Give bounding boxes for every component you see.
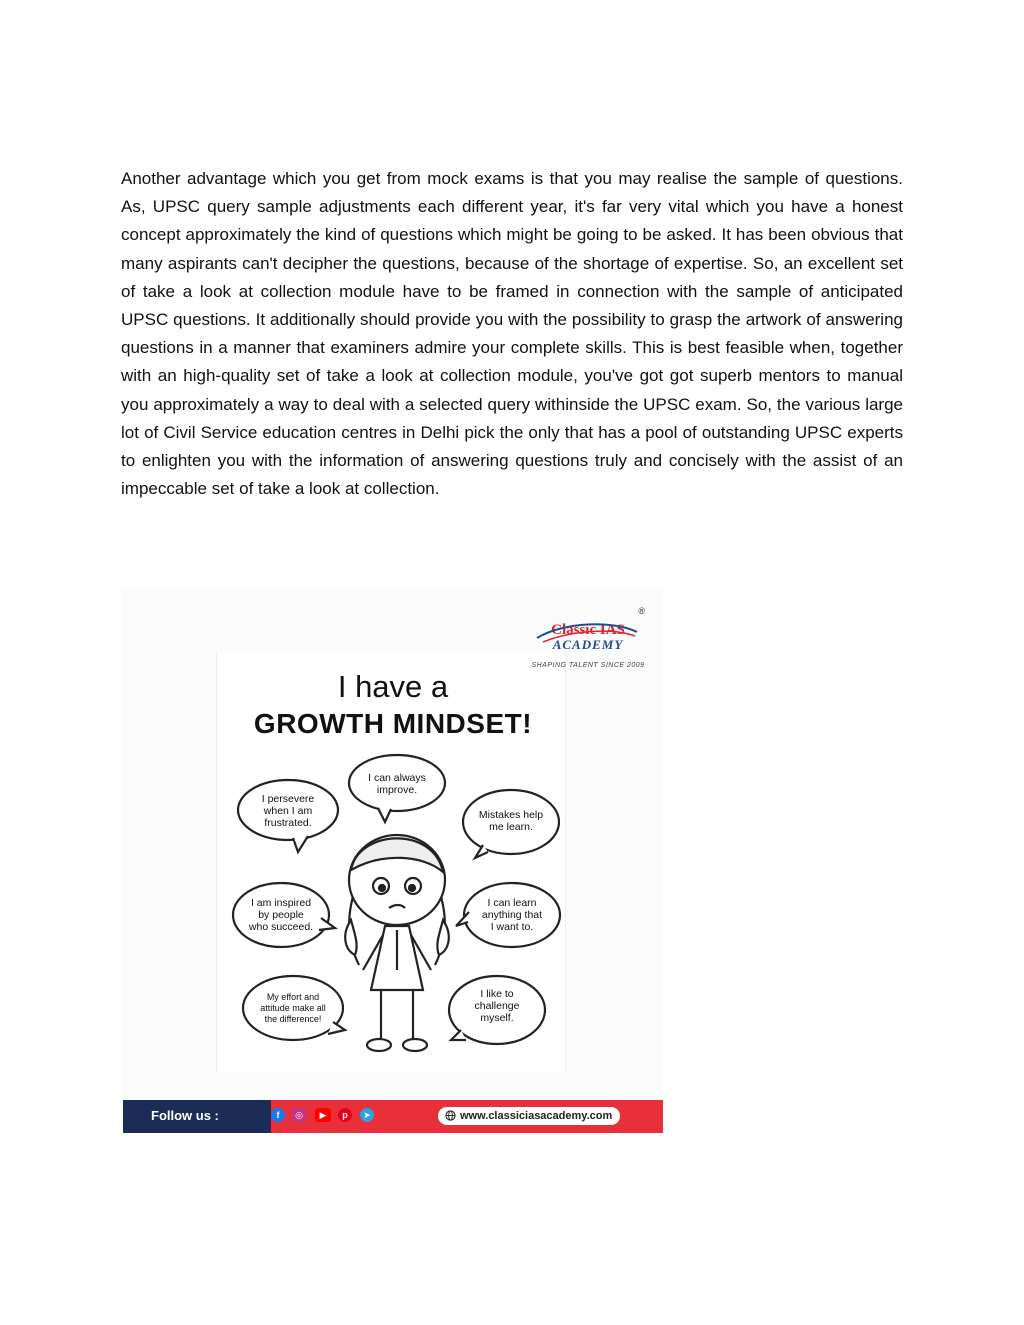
instagram-icon[interactable]: ◎ — [292, 1108, 306, 1122]
follow-us-label: Follow us : — [151, 1108, 219, 1123]
speech-bubble-tail — [378, 808, 391, 822]
bubble-text-learn: I can learn anything that I want to. — [481, 897, 543, 933]
registered-mark: ® — [638, 606, 645, 616]
globe-icon — [445, 1110, 456, 1121]
bubble-text-mistakes: Mistakes help me learn. — [478, 809, 544, 833]
poster-heading-line1: I have a — [337, 669, 449, 704]
telegram-icon[interactable]: ➤ — [360, 1108, 374, 1122]
website-text: www.classiciasacademy.com — [460, 1110, 613, 1122]
bubble-text-challenge: I like to challenge myself. — [474, 988, 520, 1024]
pinterest-icon[interactable]: p — [338, 1108, 352, 1122]
girl-figure — [345, 835, 449, 1051]
bubble-text-persevere: I persevere when I am frustrated. — [261, 793, 315, 829]
logo-line2: ACADEMY — [552, 637, 624, 652]
body-paragraph: Another advantage which you get from mock exams is that you may realise the sample of questions. As, UPSC query sample adjustments each different year, it's far very vital which you have a honest concept approximately the kind of questions which might be going to be asked. It has been obvious that many aspirants can't decipher the questions, because of the shortage of expertise. So, an excellent set of take a look at collection module have to be framed in connection with the sample of anticipated UPSC questions. It additionally should provide you with the possibility to grasp the artwork of answering questions in a manner that examiners admire your complete skills. This is best feasible when, together with an high-quality set of take a look at collection module, you've got got superb mentors to manual you approximately a way to deal with a selected query withinside the UPSC exam. So, the various large lot of Civil Service education centres in Delhi pick the only that has a pool of outstanding UPSC experts to enlighten you with the information of answering questions truly and concisely with the assist of an impeccable set of take a look at collection. — [121, 169, 903, 499]
speech-bubble-tail — [293, 836, 308, 852]
poster-heading-line2: GROWTH MINDSET! — [253, 708, 533, 739]
illustration — [123, 590, 663, 1100]
facebook-icon[interactable]: f — [271, 1108, 285, 1122]
footer-bar — [123, 1100, 663, 1133]
logo-line1: Classic IAS — [551, 622, 625, 638]
growth-mindset-poster — [123, 590, 663, 1133]
bubble-text-inspired: I am inspired by people who succeed. — [248, 897, 314, 933]
bubble-text-effort: My effort and attitude make all the difference! — [260, 992, 326, 1024]
website-link[interactable] — [438, 1107, 620, 1125]
bubble-text-improve: I can always improve. — [368, 772, 426, 796]
youtube-icon[interactable]: ▶ — [315, 1108, 331, 1122]
logo-tagline: SHAPING TALENT SINCE 2009 — [531, 662, 645, 669]
